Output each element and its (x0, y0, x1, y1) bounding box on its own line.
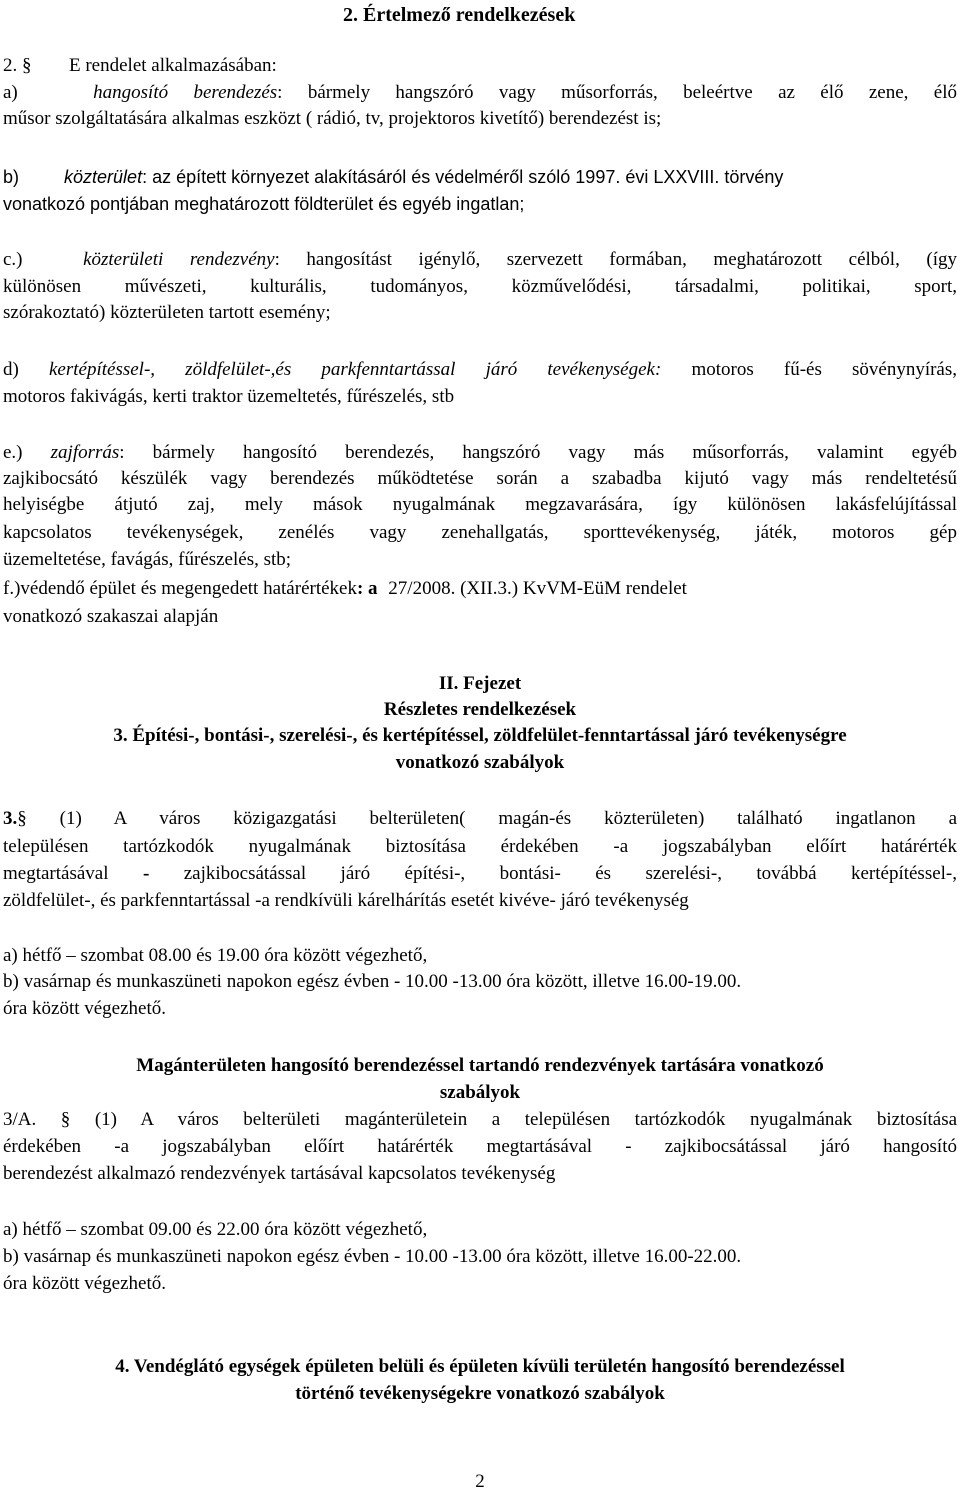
paragraph-2-lead (3, 53, 957, 79)
s3-item-b-line1: b) vasárnap és munkaszüneti napokon egész évben - 10.00 -13.00 óra között, illetve 16.00-19.00. (3, 971, 742, 992)
s3a-item-b-line2: óra között végezhető. (3, 1273, 167, 1294)
lead-text: E rendelet alkalmazásában: (69, 55, 277, 76)
item-b-prefix: b) (3, 167, 20, 187)
private-title-line1: Magánterületen hangosító berendezéssel tartandó rendezvények tartására vonatkozó (136, 1055, 824, 1076)
s3a-text: (1) A város belterületi magánterületein a településen tartózkodók nyugalmának biztosítása (94, 1109, 957, 1130)
item-c-term: közterületi rendezvény (83, 249, 275, 270)
s3-text: (1) A város közigazgatási belterületen( magán-és közterületen) található ingatlanon a (59, 808, 957, 829)
section-sign: § (22, 55, 32, 76)
item-a-line2: műsor szolgáltatására alkalmas eszközt ( rádió, tv, projektoros kivetítő) berendezést is; (3, 108, 662, 129)
s3-line3 (3, 861, 957, 887)
item-a-prefix: a) (3, 82, 18, 103)
s3-line3-a: megtartásával (3, 863, 109, 884)
s3a-item-a: a) hétfő – szombat 09.00 és 22.00 óra között végezhető, (3, 1219, 428, 1240)
s3a-line3: berendezést alkalmazó rendezvények tartásával kapcsolatos tevékenység (3, 1163, 556, 1184)
item-c-line2: különösen művészeti, kulturális, tudományos, közművelődési, társadalmi, politikai, sport, (3, 276, 957, 297)
item-b-term: közterület (64, 167, 143, 187)
s3a-number: 3/A. (3, 1109, 37, 1130)
s3-number: 3. (3, 808, 18, 829)
item-b-line2: vonatkozó pontjában meghatározott földterület és egyéb ingatlan; (3, 194, 525, 214)
item-a-text: : bármely hangszóró vagy műsorforrás, beleértve az élő zene, élő (277, 82, 957, 103)
chapter-title: Részletes rendelkezések (383, 699, 577, 720)
item-d-line2: motoros fakivágás, kerti traktor üzemeltetés, fűrészelés, stb (3, 386, 455, 407)
s3-item-b-line2: óra között végezhető. (3, 998, 167, 1019)
item-e-term: zajforrás (50, 442, 120, 463)
section-sign: § (60, 1109, 71, 1130)
item-b-line1 (3, 164, 957, 190)
item-d-prefix: d) (3, 359, 19, 380)
item-f-line2: vonatkozó szakaszai alapján (3, 606, 219, 627)
section-heading-2: 2. Értelmező rendelkezések (343, 4, 576, 26)
section-4-title-line2: történő tevékenységekre vonatkozó szabályok (295, 1383, 665, 1404)
item-c-line3: szórakoztató) közterületen tartott esemény; (3, 302, 331, 323)
item-e-text: : bármely hangosító berendezés, hangszóró vagy más műsorforrás, valamint egyéb (119, 442, 957, 463)
item-f-line1 (3, 576, 957, 602)
s3-line3-b: zajkibocsátással járó építési-, bontási- és szerelési-, továbbá kertépítéssel-, (183, 863, 957, 884)
item-e-line5: üzemeltetése, favágás, fűrészelés, stb; (3, 549, 292, 570)
item-f-text-c: 27/2008. (XII.3.) KvVM-EüM rendelet (388, 578, 687, 599)
s3-line4: zöldfelület-, és parkfenntartással -a rendkívüli kárelhárítás esetét kivéve- járó tevékenység (3, 890, 689, 911)
s3-line2: településen tartózkodók nyugalmának biztosítása érdekében -a jogszabályban előírt határérték (3, 836, 957, 857)
section-3-title-line2: vonatkozó szabályok (395, 752, 565, 773)
item-c-text: : hangosítást igénylő, szervezett formában, meghatározott célból, (így (274, 249, 957, 270)
item-a-line1 (3, 80, 957, 106)
item-b-text: : az épített környezet alakításáról és védelméről szóló 1997. évi LXXVIII. törvény (142, 167, 784, 187)
item-e-line2: zajkibocsátó készülék vagy berendezés működtetése során a szabadba kijutó vagy más rendeltetésű (3, 468, 957, 489)
s3a-line2: érdekében -a jogszabályban előírt határérték megtartásával - zajkibocsátással járó hangosító (3, 1136, 957, 1157)
s3-line1 (3, 806, 957, 832)
item-e-line1 (3, 440, 957, 466)
paragraph-number: 2. (3, 55, 18, 76)
item-d-text: motoros fű-és sövénynyírás, (691, 359, 957, 380)
item-a-term: hangosító berendezés (93, 82, 278, 103)
section-3-title-line1: 3. Építési-, bontási-, szerelési-, és kertépítéssel, zöldfelület-fenntartással járó tevékenységre (113, 725, 847, 746)
section-4-title-line1: 4. Vendéglátó egységek épületen belüli és épületen kívüli területén hangosító berendezéssel (115, 1356, 845, 1377)
s3-item-a: a) hétfő – szombat 08.00 és 19.00 óra között végezhető, (3, 945, 428, 966)
page-number: 2 (475, 1471, 485, 1492)
chapter-number: II. Fejezet (438, 673, 522, 694)
s3a-line1 (3, 1107, 957, 1133)
item-d-term: kertépítéssel-, zöldfelület-,és parkfenntartással járó tevékenységek: (48, 359, 662, 380)
item-f-text-b: : a (356, 578, 378, 599)
item-f-text-a: f.)védendő épület és megengedett határértékek (3, 578, 357, 599)
item-e-prefix: e.) (3, 442, 23, 463)
private-title-line2: szabályok (439, 1082, 521, 1103)
s3a-item-b-line1: b) vasárnap és munkaszüneti napokon egész évben - 10.00 -13.00 óra között, illetve 16.00-22.00. (3, 1246, 742, 1267)
item-c-line1 (3, 247, 957, 273)
item-c-prefix: c.) (3, 249, 23, 270)
section-sign: § (17, 808, 27, 829)
s3-line3-dash: - (142, 863, 150, 884)
item-d-line1 (3, 357, 957, 383)
item-e-line4: kapcsolatos tevékenységek, zenélés vagy zenehallgatás, sporttevékenység, játék, motoros gép (3, 522, 957, 543)
item-e-line3: helyiségbe átjutó zaj, mely mások nyugalmának megzavarására, így különösen lakásfelújítással (3, 494, 957, 515)
